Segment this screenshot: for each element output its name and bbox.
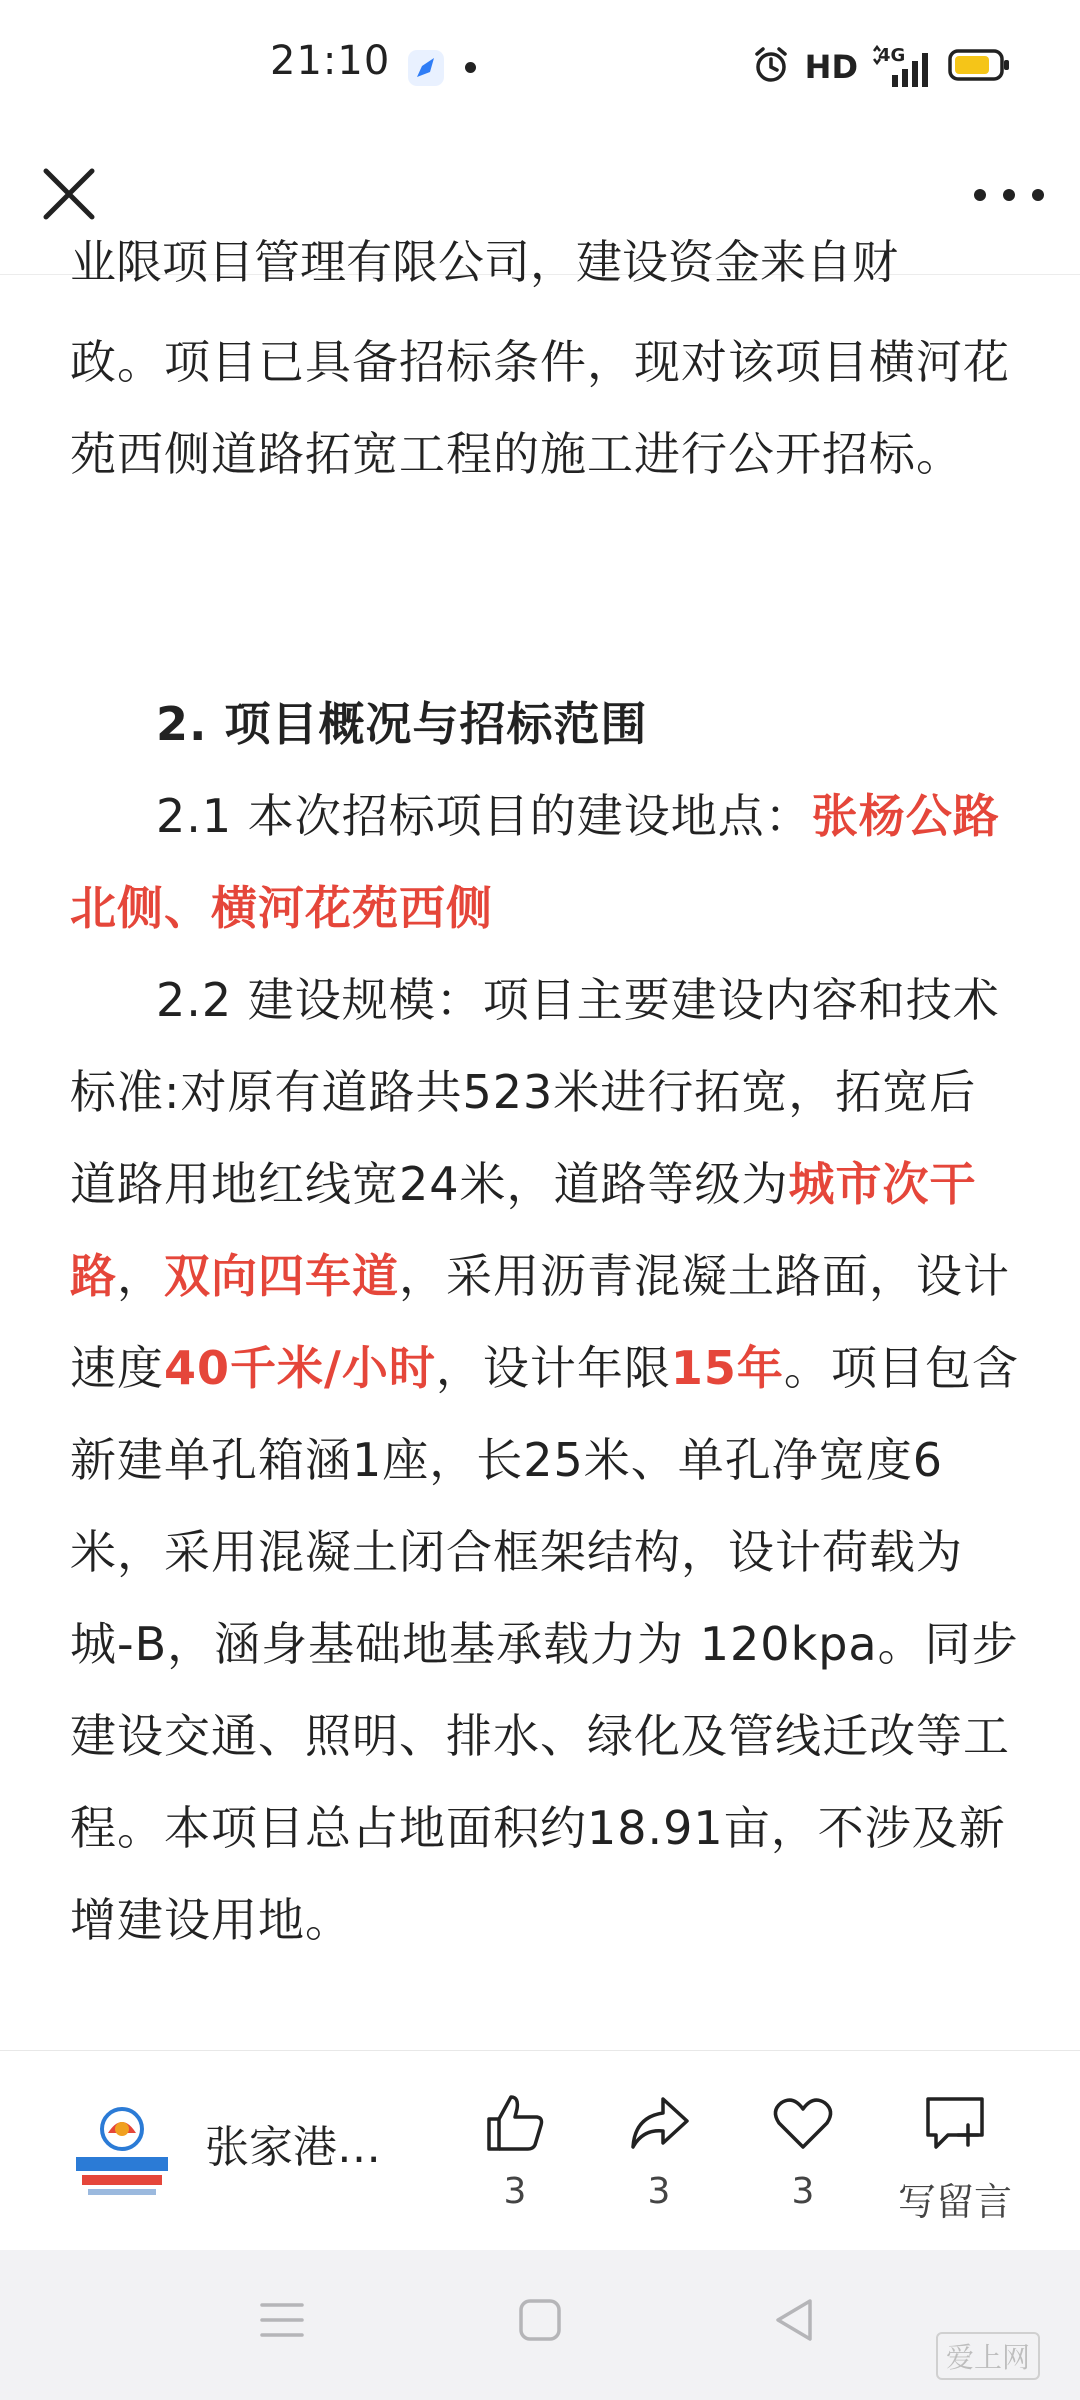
back-button[interactable] <box>770 2295 818 2349</box>
watermark: 爱上网 <box>936 2332 1040 2380</box>
section-heading: 2. 项目概况与招标范围 <box>156 697 648 751</box>
account-name[interactable]: 张家港… <box>205 2122 381 2173</box>
scale-text-d: ，设计年限 <box>435 1341 671 1395</box>
notification-dot <box>465 62 476 73</box>
article-paragraph-location <box>70 770 1020 954</box>
more-dot-icon <box>1003 189 1015 201</box>
square-home-icon <box>516 2295 564 2345</box>
triangle-back-icon <box>770 2295 818 2345</box>
hd-label: HD <box>804 48 858 86</box>
status-bar <box>0 0 1080 130</box>
scale-text-e: 。项目包含新建单孔箱涵1座，长25米、单孔净宽度6米，采用混凝土闭合框架结构，设计荷载为城-B，涵身基础地基承载力为 120kpa。同步建设交通、照明、排水、绿化及管线迁改等工程。本项目总占地面积约18.91亩，不涉及新增建设用地。 <box>70 1341 1019 1947</box>
signal-4g-icon <box>872 45 934 89</box>
share-count: 3 <box>647 2171 671 2212</box>
favorite-count: 3 <box>791 2171 815 2212</box>
scale-text-a: 2.2 建设规模：项目主要建设内容和技术标准:对原有道路共523米进行拓宽，拓宽后道路用地红线宽24米，道路等级为 <box>70 973 1000 1211</box>
status-time: 21:10 <box>270 38 391 84</box>
system-navigation-bar <box>0 2250 1080 2400</box>
design-life-highlight: 15年 <box>670 1341 784 1395</box>
article-content <box>0 235 1080 2051</box>
close-icon <box>40 165 98 223</box>
more-options-button[interactable] <box>974 170 1044 220</box>
like-button[interactable] <box>460 2091 570 2221</box>
share-button[interactable] <box>604 2091 714 2221</box>
article-cut-line: 业限项目管理有限公司，建设资金来自财 <box>70 235 898 289</box>
share-arrow-icon <box>627 2091 691 2155</box>
network-type-label: 4G <box>878 45 906 66</box>
thumbs-up-icon <box>483 2091 547 2155</box>
more-dot-icon <box>974 189 986 201</box>
write-comment-button[interactable] <box>880 2091 1030 2224</box>
more-dot-icon <box>1032 189 1044 201</box>
article-paragraph-1: 政。项目已具备招标条件，现对该项目横河花苑西侧道路拓宽工程的施工进行公开招标。 <box>70 335 1010 481</box>
lanes-highlight: 双向四车道 <box>164 1249 399 1303</box>
location-label: 2.1 本次招标项目的建设地点： <box>156 789 812 843</box>
menu-lines-icon <box>258 2295 306 2345</box>
home-button[interactable] <box>516 2295 564 2349</box>
bottom-action-bar <box>0 2050 1080 2250</box>
recent-apps-button[interactable] <box>258 2295 306 2349</box>
comment-add-icon <box>922 2091 988 2155</box>
battery-icon <box>948 48 1010 86</box>
like-count: 3 <box>503 2171 527 2212</box>
account-logo[interactable] <box>68 2101 176 2201</box>
heart-icon <box>771 2091 835 2155</box>
article-paragraph-scale <box>70 954 1020 1966</box>
close-button[interactable] <box>40 165 98 223</box>
scale-text-b: ， <box>117 1249 164 1303</box>
logo-icon <box>68 2101 176 2201</box>
scale-text-c: ，采用沥青混凝土路面，设计速度 <box>70 1249 1010 1395</box>
location-highlight: 张杨公路北侧、横河花苑西侧 <box>70 789 1000 935</box>
road-class-highlight: 城市次干路 <box>70 1157 977 1303</box>
favorite-button[interactable] <box>748 2091 858 2221</box>
status-right-group <box>751 42 1010 92</box>
write-comment-label: 写留言 <box>897 2180 1012 2224</box>
alarm-icon <box>751 45 791 89</box>
speed-highlight: 40千米/小时 <box>164 1341 436 1395</box>
app-notification-icon <box>408 50 444 86</box>
